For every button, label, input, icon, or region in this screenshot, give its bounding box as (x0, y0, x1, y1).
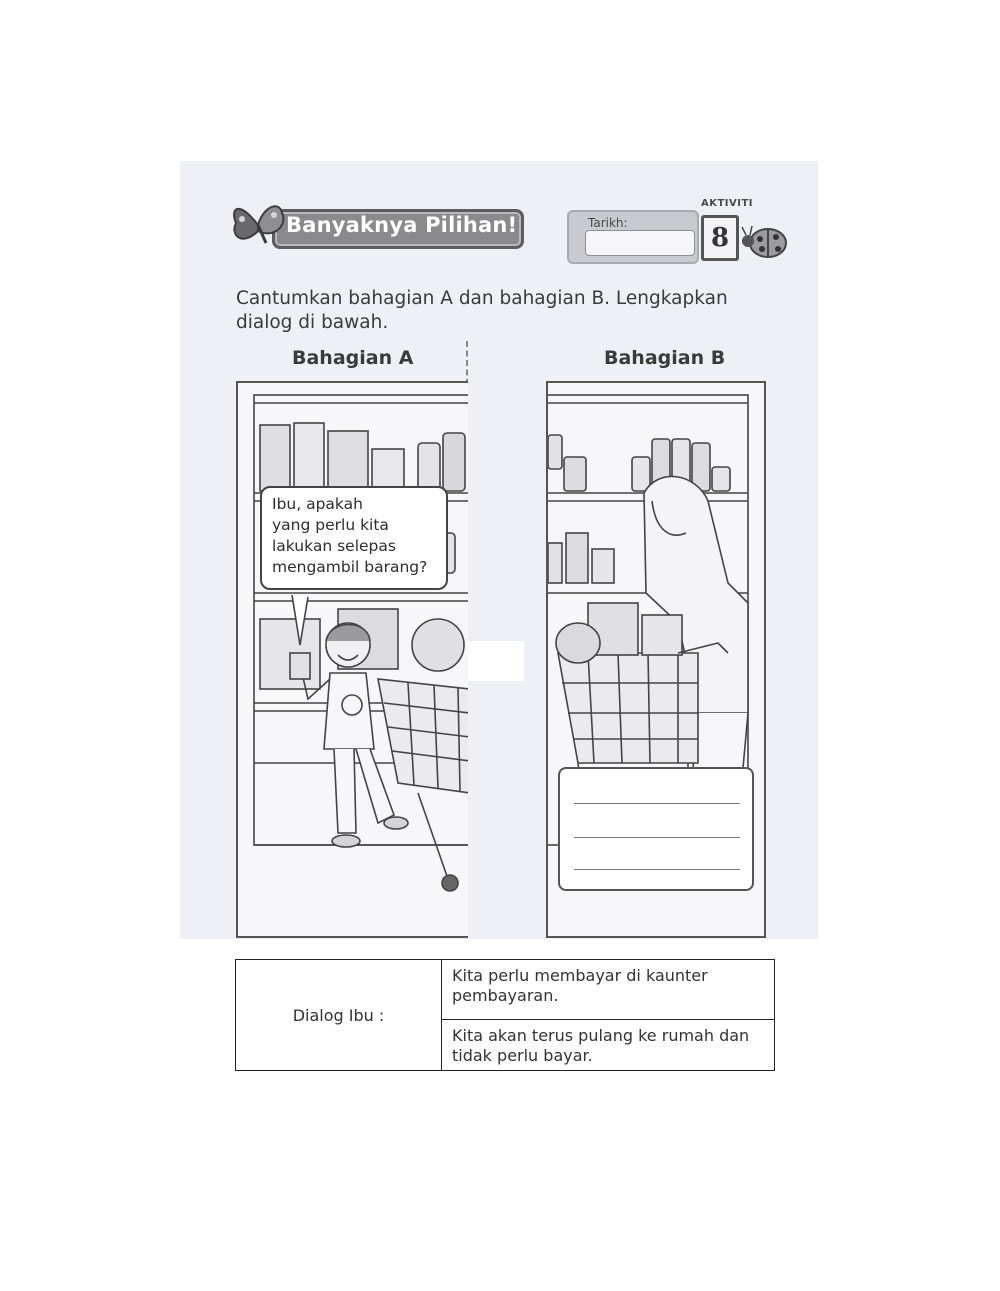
answer-option-2[interactable]: Kita akan terus pulang ke rumah dan tidak perlu bayar. (442, 1020, 775, 1071)
activity-number-box (701, 215, 739, 261)
table-row (236, 960, 775, 1020)
part-b-label: Bahagian B (604, 347, 726, 369)
cut-gap (468, 641, 524, 681)
activity-number: 8 (710, 223, 730, 253)
supermarket-boy-illustration (238, 383, 468, 938)
speech-line: Ibu, apakah (272, 495, 363, 513)
speech-line: mengambil barang? (272, 558, 428, 576)
writing-line (574, 837, 740, 838)
speech-line: lakukan selepas (272, 537, 396, 555)
panel-a-illustration (236, 381, 468, 938)
title-banner (228, 195, 530, 251)
worksheet-title: Banyaknya Pilihan! (286, 213, 518, 237)
writing-line (574, 803, 740, 804)
cut-line (466, 341, 468, 385)
part-a-label: Bahagian A (292, 347, 414, 369)
answer-option-1[interactable]: Kita perlu membayar di kaunter pembayaran. (442, 960, 775, 1020)
speech-line: yang perlu kita (272, 516, 389, 534)
activity-label: AKTIVITI (701, 198, 754, 209)
worksheet-scan (180, 161, 818, 939)
butterfly-icon (228, 195, 292, 251)
ladybug-icon (740, 219, 790, 261)
date-field[interactable] (585, 230, 695, 256)
instruction-text: Cantumkan bahagian A dan bahagian B. Lengkapkan dialog di bawah. (236, 288, 728, 333)
answer-dialog-box[interactable] (558, 767, 754, 891)
dialog-label: Dialog Ibu : (236, 960, 442, 1071)
answer-options-table (235, 959, 775, 1071)
date-label: Tarikh: (588, 216, 628, 230)
writing-line (574, 869, 740, 870)
date-box (567, 210, 699, 264)
speech-bubble (260, 486, 448, 590)
